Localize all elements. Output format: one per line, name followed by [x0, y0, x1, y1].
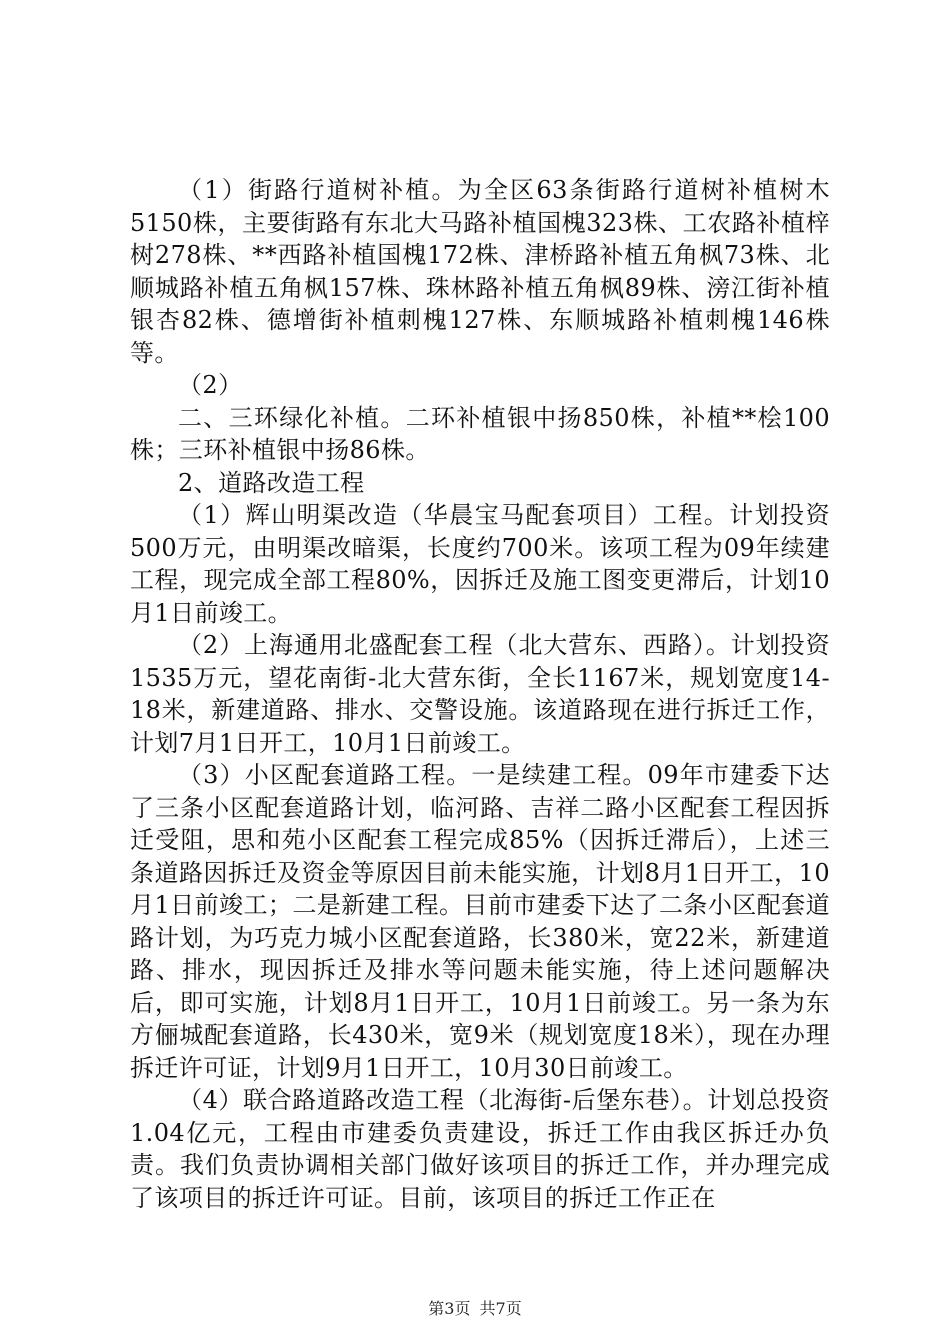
page-footer [0, 1299, 950, 1319]
paragraph-lianhe-road: （4）联合路道路改造工程（北海街-后堡东巷）。计划总投资1.04亿元，工程由市建委负责建设，拆迁工作由我区拆迁办负责。我们负责协调相关部门做好该项目的拆迁工作，并办理完成了该项目的拆迁许可证。目前，该项目的拆迁工作正在 [130, 1086, 830, 1212]
paragraph-ring-road-greening: 二、三环绿化补植。二环补植银中扬850株，补植**桧100株；三环补植银中扬86株。 [130, 403, 830, 464]
page-total: 共7页 [479, 1299, 522, 1318]
paragraph-huishan-canal: （1）辉山明渠改造（华晨宝马配套项目）工程。计划投资500万元，由明渠改暗渠，长度约700米。该项工程为09年续建工程，现完成全部工程80%，因拆迁及施工图变更滞后，计划10月1日前竣工。 [130, 501, 830, 627]
paragraph-item-2-marker: （2） [178, 371, 243, 399]
paragraph-street-tree-replanting: （1）街路行道树补植。为全区63条街路行道树补植树木5150株，主要街路有东北大马路补植国槐323株、工农路补植梓树278株、**西路补植国槐172株、津桥路补植五角枫73株、北顺城路补植五角枫157株、珠林路补植五角枫89株、滂江街补植银杏82株、德增街补植刺槐127株、东顺城路补植刺槐146株等。 [130, 176, 830, 367]
paragraph-community-roads: （3）小区配套道路工程。一是续建工程。09年市建委下达了三条小区配套道路计划，临河路、吉祥二路小区配套工程因拆迁受阻，思和苑小区配套工程完成85%（因拆迁滞后），上述三条道路因拆迁及资金等原因目前未能实施，计划8月1日开工，10月1日前竣工；二是新建工程。目前市建委下达了二条小区配套道路计划，为巧克力城小区配套道路，长380米，宽22米，新建道路、排水，现因拆迁及排水等问题未能实施，待上述问题解决后，即可实施，计划8月1日开工，10月1日前竣工。另一条为东方俪城配套道路，长430米，宽9米（规划宽度18米），现在办理拆迁许可证，计划9月1日开工，10月30日前竣工。 [130, 761, 830, 1082]
section-heading-road-renovation: 2、道路改造工程 [178, 468, 365, 497]
document-body [130, 174, 830, 1214]
page-number: 第3页 [428, 1299, 471, 1318]
paragraph-shanghai-gm-beisheng: （2）上海通用北盛配套工程（北大营东、西路）。计划投资1535万元，望花南街-北大营东街，全长1167米，规划宽度14-18米，新建道路、排水、交警设施。该道路现在进行拆迁工作，计划7月1日开工，10月1日前竣工。 [130, 631, 830, 757]
